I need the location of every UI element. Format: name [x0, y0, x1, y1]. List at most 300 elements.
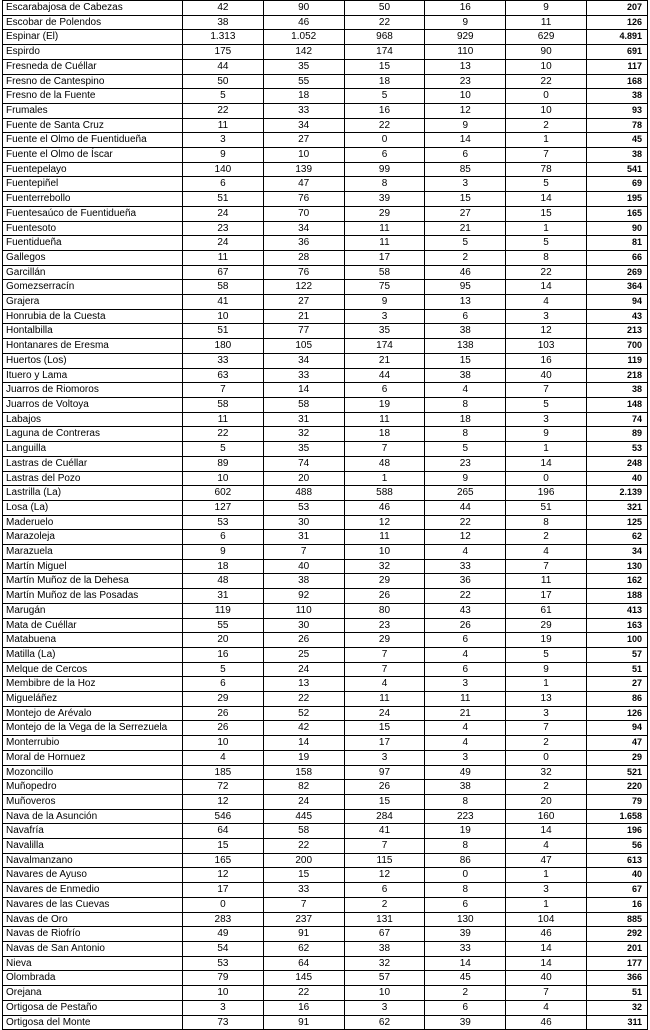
total-cell: 79 — [586, 794, 647, 809]
value-cell: 488 — [263, 486, 344, 501]
value-cell: 8 — [344, 177, 425, 192]
table-row — [3, 942, 648, 957]
value-cell: 2 — [425, 250, 506, 265]
value-cell: 10 — [344, 545, 425, 560]
value-cell: 19 — [344, 397, 425, 412]
total-cell: 148 — [586, 397, 647, 412]
municipality-name-cell: Honrubia de la Cuesta — [3, 309, 183, 324]
value-cell: 5 — [506, 236, 587, 251]
value-cell: 158 — [263, 765, 344, 780]
value-cell: 24 — [183, 236, 264, 251]
value-cell: 67 — [183, 265, 264, 280]
total-cell: 700 — [586, 339, 647, 354]
value-cell: 5 — [506, 397, 587, 412]
total-cell: 248 — [586, 456, 647, 471]
value-cell: 3 — [344, 750, 425, 765]
value-cell: 54 — [183, 942, 264, 957]
table-row — [3, 486, 648, 501]
value-cell: 16 — [425, 1, 506, 16]
value-cell: 6 — [425, 633, 506, 648]
value-cell: 127 — [183, 500, 264, 515]
value-cell: 15 — [183, 839, 264, 854]
municipality-name-cell: Navalilla — [3, 839, 183, 854]
value-cell: 5 — [425, 442, 506, 457]
table-row — [3, 927, 648, 942]
value-cell: 11 — [344, 412, 425, 427]
value-cell: 21 — [425, 221, 506, 236]
total-cell: 311 — [586, 1015, 647, 1030]
value-cell: 53 — [183, 956, 264, 971]
value-cell: 165 — [183, 853, 264, 868]
table-row — [3, 89, 648, 104]
value-cell: 3 — [506, 706, 587, 721]
value-cell: 33 — [183, 353, 264, 368]
municipality-name-cell: Ituero y Lama — [3, 368, 183, 383]
municipality-data-table — [2, 0, 648, 1030]
municipality-name-cell: Juarros de Riomoros — [3, 383, 183, 398]
value-cell: 265 — [425, 486, 506, 501]
value-cell: 77 — [263, 324, 344, 339]
table-row — [3, 633, 648, 648]
value-cell: 53 — [183, 515, 264, 530]
value-cell: 26 — [263, 633, 344, 648]
municipality-name-cell: Membibre de la Hoz — [3, 677, 183, 692]
table-row — [3, 559, 648, 574]
table-body — [3, 1, 648, 1030]
value-cell: 99 — [344, 162, 425, 177]
value-cell: 90 — [263, 1, 344, 16]
value-cell: 45 — [425, 971, 506, 986]
total-cell: 78 — [586, 118, 647, 133]
value-cell: 8 — [425, 794, 506, 809]
value-cell: 74 — [263, 456, 344, 471]
value-cell: 0 — [506, 750, 587, 765]
value-cell: 33 — [425, 559, 506, 574]
table-row — [3, 383, 648, 398]
value-cell: 180 — [183, 339, 264, 354]
value-cell: 1 — [506, 868, 587, 883]
value-cell: 2 — [506, 780, 587, 795]
total-cell: 119 — [586, 353, 647, 368]
value-cell: 142 — [263, 45, 344, 60]
value-cell: 31 — [263, 412, 344, 427]
value-cell: 0 — [506, 471, 587, 486]
total-cell: 81 — [586, 236, 647, 251]
value-cell: 7 — [263, 897, 344, 912]
total-cell: 69 — [586, 177, 647, 192]
value-cell: 15 — [506, 206, 587, 221]
total-cell: 45 — [586, 133, 647, 148]
municipality-name-cell: Martín Muñoz de la Dehesa — [3, 574, 183, 589]
total-cell: 541 — [586, 162, 647, 177]
table-row — [3, 721, 648, 736]
value-cell: 5 — [183, 442, 264, 457]
municipality-name-cell: Maderuelo — [3, 515, 183, 530]
table-row — [3, 74, 648, 89]
value-cell: 110 — [425, 45, 506, 60]
value-cell: 38 — [425, 368, 506, 383]
value-cell: 16 — [263, 1000, 344, 1015]
value-cell: 103 — [506, 339, 587, 354]
value-cell: 15 — [425, 192, 506, 207]
value-cell: 18 — [344, 74, 425, 89]
value-cell: 89 — [183, 456, 264, 471]
table-row — [3, 515, 648, 530]
total-cell: 51 — [586, 662, 647, 677]
value-cell: 27 — [425, 206, 506, 221]
total-cell: 86 — [586, 692, 647, 707]
value-cell: 11 — [344, 221, 425, 236]
value-cell: 602 — [183, 486, 264, 501]
value-cell: 3 — [506, 412, 587, 427]
value-cell: 2 — [425, 986, 506, 1001]
value-cell: 2 — [506, 118, 587, 133]
table-row — [3, 574, 648, 589]
total-cell: 16 — [586, 897, 647, 912]
value-cell: 21 — [425, 706, 506, 721]
value-cell: 82 — [263, 780, 344, 795]
value-cell: 39 — [425, 1015, 506, 1030]
value-cell: 7 — [344, 662, 425, 677]
total-cell: 93 — [586, 103, 647, 118]
value-cell: 2 — [506, 736, 587, 751]
table-row — [3, 853, 648, 868]
value-cell: 24 — [263, 794, 344, 809]
value-cell: 5 — [183, 89, 264, 104]
value-cell: 10 — [506, 59, 587, 74]
value-cell: 16 — [506, 353, 587, 368]
municipality-name-cell: Migueláñez — [3, 692, 183, 707]
total-cell: 29 — [586, 750, 647, 765]
value-cell: 58 — [263, 397, 344, 412]
value-cell: 42 — [263, 721, 344, 736]
value-cell: 38 — [425, 324, 506, 339]
value-cell: 20 — [506, 794, 587, 809]
total-cell: 56 — [586, 839, 647, 854]
table-row — [3, 530, 648, 545]
municipality-name-cell: Fuentesaúco de Fuentidueña — [3, 206, 183, 221]
value-cell: 3 — [425, 750, 506, 765]
municipality-name-cell: Hontanares de Eresma — [3, 339, 183, 354]
municipality-name-cell: Fuente el Olmo de Fuentidueña — [3, 133, 183, 148]
value-cell: 35 — [263, 59, 344, 74]
municipality-name-cell: Fresno de la Fuente — [3, 89, 183, 104]
value-cell: 22 — [183, 427, 264, 442]
value-cell: 22 — [425, 515, 506, 530]
table-row — [3, 324, 648, 339]
value-cell: 8 — [425, 883, 506, 898]
value-cell: 25 — [263, 647, 344, 662]
value-cell: 14 — [506, 192, 587, 207]
value-cell: 283 — [183, 912, 264, 927]
municipality-name-cell: Ortigosa de Pestaño — [3, 1000, 183, 1015]
municipality-name-cell: Navares de Enmedio — [3, 883, 183, 898]
value-cell: 138 — [425, 339, 506, 354]
value-cell: 8 — [425, 839, 506, 854]
value-cell: 12 — [506, 324, 587, 339]
value-cell: 185 — [183, 765, 264, 780]
table-row — [3, 1000, 648, 1015]
value-cell: 75 — [344, 280, 425, 295]
value-cell: 7 — [506, 383, 587, 398]
municipality-name-cell: Labajos — [3, 412, 183, 427]
table-row — [3, 839, 648, 854]
value-cell: 30 — [263, 515, 344, 530]
value-cell: 546 — [183, 809, 264, 824]
total-cell: 117 — [586, 59, 647, 74]
value-cell: 12 — [344, 515, 425, 530]
municipality-name-cell: Escarabajosa de Cabezas — [3, 1, 183, 16]
municipality-name-cell: Languilla — [3, 442, 183, 457]
value-cell: 46 — [425, 265, 506, 280]
value-cell: 29 — [344, 206, 425, 221]
total-cell: 188 — [586, 589, 647, 604]
value-cell: 12 — [183, 794, 264, 809]
value-cell: 130 — [425, 912, 506, 927]
table-row — [3, 368, 648, 383]
value-cell: 0 — [183, 897, 264, 912]
value-cell: 17 — [506, 589, 587, 604]
value-cell: 0 — [425, 868, 506, 883]
value-cell: 1.052 — [263, 30, 344, 45]
value-cell: 20 — [263, 471, 344, 486]
value-cell: 78 — [506, 162, 587, 177]
total-cell: 269 — [586, 265, 647, 280]
value-cell: 13 — [425, 59, 506, 74]
value-cell: 7 — [183, 383, 264, 398]
value-cell: 2 — [344, 897, 425, 912]
total-cell: 366 — [586, 971, 647, 986]
table-row — [3, 397, 648, 412]
value-cell: 105 — [263, 339, 344, 354]
value-cell: 22 — [344, 118, 425, 133]
value-cell: 35 — [263, 442, 344, 457]
total-cell: 38 — [586, 383, 647, 398]
table-row — [3, 103, 648, 118]
value-cell: 4 — [425, 736, 506, 751]
value-cell: 7 — [263, 545, 344, 560]
value-cell: 18 — [183, 559, 264, 574]
table-row — [3, 15, 648, 30]
value-cell: 14 — [425, 133, 506, 148]
municipality-name-cell: Lastrilla (La) — [3, 486, 183, 501]
value-cell: 39 — [344, 192, 425, 207]
value-cell: 15 — [425, 353, 506, 368]
value-cell: 11 — [183, 118, 264, 133]
municipality-name-cell: Monterrubio — [3, 736, 183, 751]
value-cell: 11 — [344, 692, 425, 707]
value-cell: 91 — [263, 927, 344, 942]
value-cell: 3 — [506, 883, 587, 898]
value-cell: 30 — [263, 618, 344, 633]
total-cell: 38 — [586, 89, 647, 104]
value-cell: 10 — [506, 103, 587, 118]
municipality-name-cell: Matabuena — [3, 633, 183, 648]
value-cell: 6 — [344, 883, 425, 898]
table-row — [3, 736, 648, 751]
value-cell: 23 — [344, 618, 425, 633]
total-cell: 521 — [586, 765, 647, 780]
value-cell: 15 — [344, 794, 425, 809]
table-row — [3, 912, 648, 927]
value-cell: 29 — [344, 633, 425, 648]
municipality-name-cell: Juarros de Voltoya — [3, 397, 183, 412]
municipality-name-cell: Navas de San Antonio — [3, 942, 183, 957]
total-cell: 90 — [586, 221, 647, 236]
total-cell: 40 — [586, 471, 647, 486]
table-row — [3, 809, 648, 824]
value-cell: 2 — [506, 530, 587, 545]
value-cell: 22 — [263, 839, 344, 854]
municipality-name-cell: Hontalbilla — [3, 324, 183, 339]
value-cell: 33 — [263, 368, 344, 383]
value-cell: 16 — [344, 103, 425, 118]
value-cell: 14 — [506, 280, 587, 295]
value-cell: 588 — [344, 486, 425, 501]
value-cell: 92 — [263, 589, 344, 604]
value-cell: 15 — [344, 721, 425, 736]
value-cell: 174 — [344, 339, 425, 354]
municipality-name-cell: Espinar (El) — [3, 30, 183, 45]
value-cell: 40 — [506, 368, 587, 383]
value-cell: 11 — [344, 236, 425, 251]
total-cell: 47 — [586, 736, 647, 751]
value-cell: 32 — [506, 765, 587, 780]
value-cell: 50 — [344, 1, 425, 16]
value-cell: 131 — [344, 912, 425, 927]
value-cell: 1 — [506, 677, 587, 692]
value-cell: 145 — [263, 971, 344, 986]
municipality-name-cell: Fuenterrebollo — [3, 192, 183, 207]
value-cell: 11 — [425, 692, 506, 707]
value-cell: 13 — [506, 692, 587, 707]
value-cell: 49 — [183, 927, 264, 942]
municipality-name-cell: Navares de las Cuevas — [3, 897, 183, 912]
value-cell: 237 — [263, 912, 344, 927]
value-cell: 4 — [183, 750, 264, 765]
municipality-name-cell: Marazuela — [3, 545, 183, 560]
value-cell: 58 — [183, 397, 264, 412]
table-row — [3, 883, 648, 898]
value-cell: 13 — [263, 677, 344, 692]
value-cell: 110 — [263, 603, 344, 618]
municipality-name-cell: Grajera — [3, 295, 183, 310]
value-cell: 6 — [425, 1000, 506, 1015]
total-cell: 74 — [586, 412, 647, 427]
value-cell: 48 — [183, 574, 264, 589]
value-cell: 51 — [183, 192, 264, 207]
value-cell: 14 — [425, 956, 506, 971]
value-cell: 46 — [506, 927, 587, 942]
value-cell: 38 — [263, 574, 344, 589]
table-row — [3, 971, 648, 986]
value-cell: 85 — [425, 162, 506, 177]
value-cell: 14 — [506, 942, 587, 957]
value-cell: 28 — [263, 250, 344, 265]
value-cell: 27 — [263, 295, 344, 310]
value-cell: 36 — [425, 574, 506, 589]
value-cell: 119 — [183, 603, 264, 618]
value-cell: 122 — [263, 280, 344, 295]
value-cell: 1 — [506, 133, 587, 148]
value-cell: 76 — [263, 192, 344, 207]
table-row — [3, 148, 648, 163]
table-row — [3, 794, 648, 809]
table-row — [3, 692, 648, 707]
total-cell: 1.658 — [586, 809, 647, 824]
value-cell: 196 — [506, 486, 587, 501]
value-cell: 62 — [344, 1015, 425, 1030]
value-cell: 284 — [344, 809, 425, 824]
municipality-name-cell: Navafría — [3, 824, 183, 839]
value-cell: 7 — [506, 559, 587, 574]
value-cell: 929 — [425, 30, 506, 45]
municipality-name-cell: Losa (La) — [3, 500, 183, 515]
table-row — [3, 471, 648, 486]
municipality-name-cell: Frumales — [3, 103, 183, 118]
value-cell: 47 — [506, 853, 587, 868]
value-cell: 6 — [425, 309, 506, 324]
value-cell: 10 — [183, 986, 264, 1001]
value-cell: 38 — [344, 942, 425, 957]
table-row — [3, 647, 648, 662]
value-cell: 35 — [344, 324, 425, 339]
value-cell: 12 — [344, 868, 425, 883]
value-cell: 41 — [183, 295, 264, 310]
value-cell: 11 — [183, 412, 264, 427]
value-cell: 12 — [183, 868, 264, 883]
total-cell: 691 — [586, 45, 647, 60]
table-row — [3, 662, 648, 677]
municipality-name-cell: Navalmanzano — [3, 853, 183, 868]
value-cell: 4 — [425, 721, 506, 736]
municipality-name-cell: Garcillán — [3, 265, 183, 280]
value-cell: 5 — [506, 177, 587, 192]
total-cell: 125 — [586, 515, 647, 530]
value-cell: 3 — [425, 677, 506, 692]
value-cell: 174 — [344, 45, 425, 60]
municipality-name-cell: Navas de Oro — [3, 912, 183, 927]
value-cell: 42 — [183, 1, 264, 16]
value-cell: 4 — [344, 677, 425, 692]
value-cell: 1 — [506, 442, 587, 457]
value-cell: 3 — [425, 177, 506, 192]
table-row — [3, 265, 648, 280]
value-cell: 48 — [344, 456, 425, 471]
value-cell: 46 — [263, 15, 344, 30]
value-cell: 0 — [344, 133, 425, 148]
value-cell: 200 — [263, 853, 344, 868]
value-cell: 0 — [506, 89, 587, 104]
table-row — [3, 236, 648, 251]
value-cell: 5 — [506, 647, 587, 662]
value-cell: 8 — [425, 397, 506, 412]
value-cell: 10 — [344, 986, 425, 1001]
value-cell: 11 — [506, 574, 587, 589]
value-cell: 26 — [183, 721, 264, 736]
table-row — [3, 545, 648, 560]
value-cell: 23 — [425, 74, 506, 89]
total-cell: 162 — [586, 574, 647, 589]
value-cell: 4 — [506, 545, 587, 560]
municipality-name-cell: Nieva — [3, 956, 183, 971]
value-cell: 58 — [344, 265, 425, 280]
value-cell: 51 — [506, 500, 587, 515]
total-cell: 165 — [586, 206, 647, 221]
total-cell: 2.139 — [586, 486, 647, 501]
value-cell: 61 — [506, 603, 587, 618]
value-cell: 9 — [506, 662, 587, 677]
